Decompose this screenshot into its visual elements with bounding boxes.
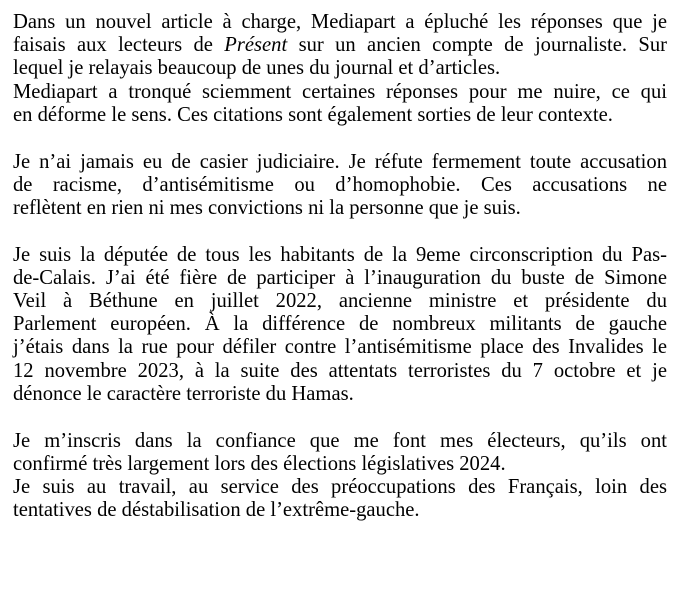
text-line: confirmé très largement lors des élections législatives 2024. — [13, 452, 506, 475]
text-segment: sur un ancien compte de journaliste. Sur — [287, 34, 667, 57]
text-line: tentatives de déstabilisation de l’extrême-gauche. — [13, 499, 420, 522]
text-line: de-Calais. J’ai été fière de participer à l’inauguration du buste de Simone — [13, 266, 667, 289]
text-line: Mediapart a tronqué sciemment certaines réponses pour me nuire, ce qui — [13, 80, 667, 103]
paragraph-mediapart-response — [13, 11, 667, 127]
text-line — [13, 34, 667, 57]
text-line: reflètent en rien ni mes convictions ni la personne que je suis. — [13, 196, 521, 219]
paragraph-deputy-record — [13, 244, 667, 406]
paragraph-no-criminal-record — [13, 151, 667, 221]
newspaper-title-italic: Présent — [224, 34, 288, 57]
text-line: Veil à Béthune en juillet 2022, ancienne ministre et présidente du — [13, 290, 667, 313]
text-line: en déforme le sens. Ces citations sont également sorties de leur contexte. — [13, 103, 613, 126]
paragraph-voters-trust — [13, 430, 667, 523]
text-line: Je suis au travail, au service des préoccupations des Français, loin des — [13, 475, 667, 498]
text-line: dénonce le caractère terroriste du Hamas. — [13, 382, 354, 405]
text-line: Je m’inscris dans la confiance que me font mes électeurs, qu’ils ont — [13, 429, 667, 452]
text-line: j’étais dans la rue pour défiler contre l’antisémitisme place des Invalides le — [13, 336, 667, 359]
text-line: 12 novembre 2023, à la suite des attentats terroristes du 7 octobre et je — [13, 359, 667, 382]
text-segment: faisais aux lecteurs de — [13, 34, 225, 57]
text-line: lequel je relayais beaucoup de unes du journal et d’articles. — [13, 57, 501, 80]
text-line: Je suis la députée de tous les habitants de la 9eme circonscription du Pas- — [13, 243, 667, 266]
text-line: Parlement européen. À la différence de nombreux militants de gauche — [13, 313, 667, 336]
statement-document — [13, 11, 667, 546]
text-line: de racisme, d’antisémitisme ou d’homophobie. Ces accusations ne — [13, 173, 667, 196]
text-line: Dans un nouvel article à charge, Mediapart a épluché les réponses que je — [13, 11, 667, 33]
text-line: Je n’ai jamais eu de casier judiciaire. Je réfute fermement toute accusation — [13, 150, 667, 173]
